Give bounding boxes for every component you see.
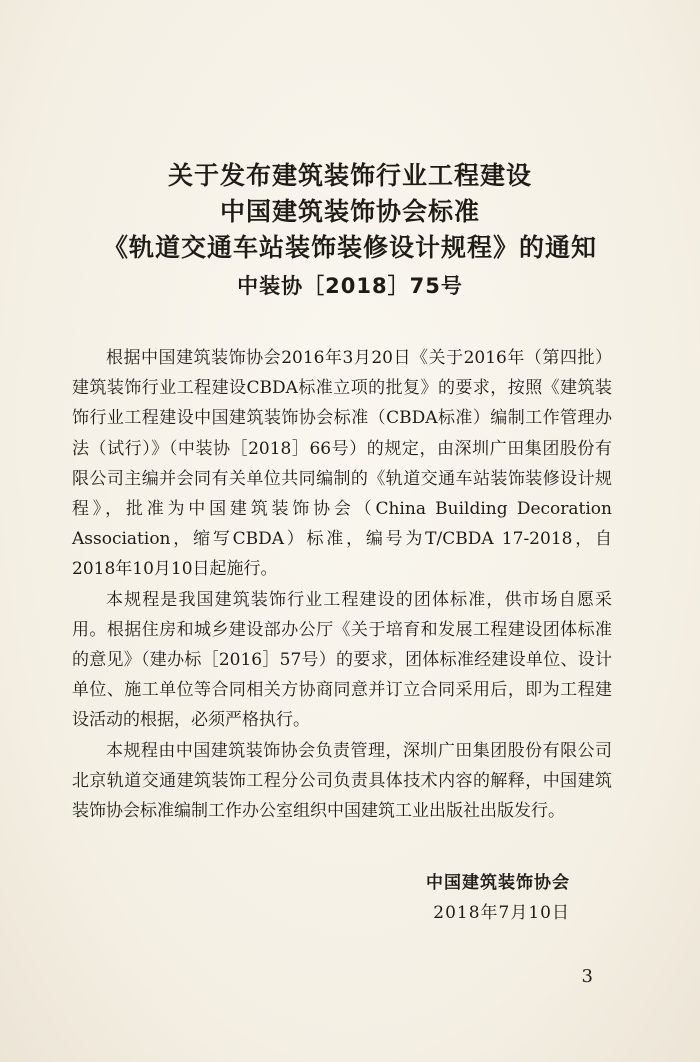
notice-body — [72, 343, 612, 826]
signature-block — [426, 868, 570, 928]
body-paragraph-2: 本规程是我国建筑装饰行业工程建设的团体标准，供市场自愿采用。根据住房和城乡建设部办公厅《关于培育和发展工程建设团体标准的意见》（建办标［2016］57号）的要求，团体标准经建设单位、设计单位、施工单位等合同相关方协商同意并订立合同采用后，即为工程建设活动的根据，必须严格执行。 — [72, 589, 612, 731]
body-paragraph-3: 本规程由中国建筑装饰协会负责管理，深圳广田集团股份有限公司北京轨道交通建筑装饰工程分公司负责具体技术内容的解释，中国建筑装饰协会标准编制工作办公室组织中国建筑工业出版社出版发行。 — [72, 740, 612, 822]
issue-date: 2018年7月10日 — [433, 903, 570, 923]
notice-title-line-1: 关于发布建筑装饰行业工程建设 — [167, 161, 532, 190]
page-number: 3 — [581, 966, 593, 987]
notice-title-line-2: 中国建筑装饰协会标准 — [219, 197, 480, 226]
issuing-organization: 中国建筑装饰协会 — [426, 873, 570, 893]
notice-header — [0, 158, 700, 302]
body-paragraph-1: 根据中国建筑装饰协会2016年3月20日《关于2016年（第四批）建筑装饰行业工程建设CBDA标准立项的批复》的要求，按照《建筑装饰行业工程建设中国建筑装饰协会标准（CBDA标准）编制工作管理办法（试行）》（中装协［2018］66号）的规定，由深圳广田集团股份有限公司主编并会同有关单位共同编制的《轨道交通车站装饰装修设计规程》，批准为中国建筑装饰协会（China Building Decoration Association，缩写CBDA）标准，编号为T/CBDA 17-2018，自2018年10月10日起施行。 — [72, 348, 612, 580]
document-number: 中装协［2018］75号 — [237, 274, 463, 298]
notice-title-line-3: 《轨道交通车站装饰装修设计规程》的通知 — [102, 233, 597, 262]
